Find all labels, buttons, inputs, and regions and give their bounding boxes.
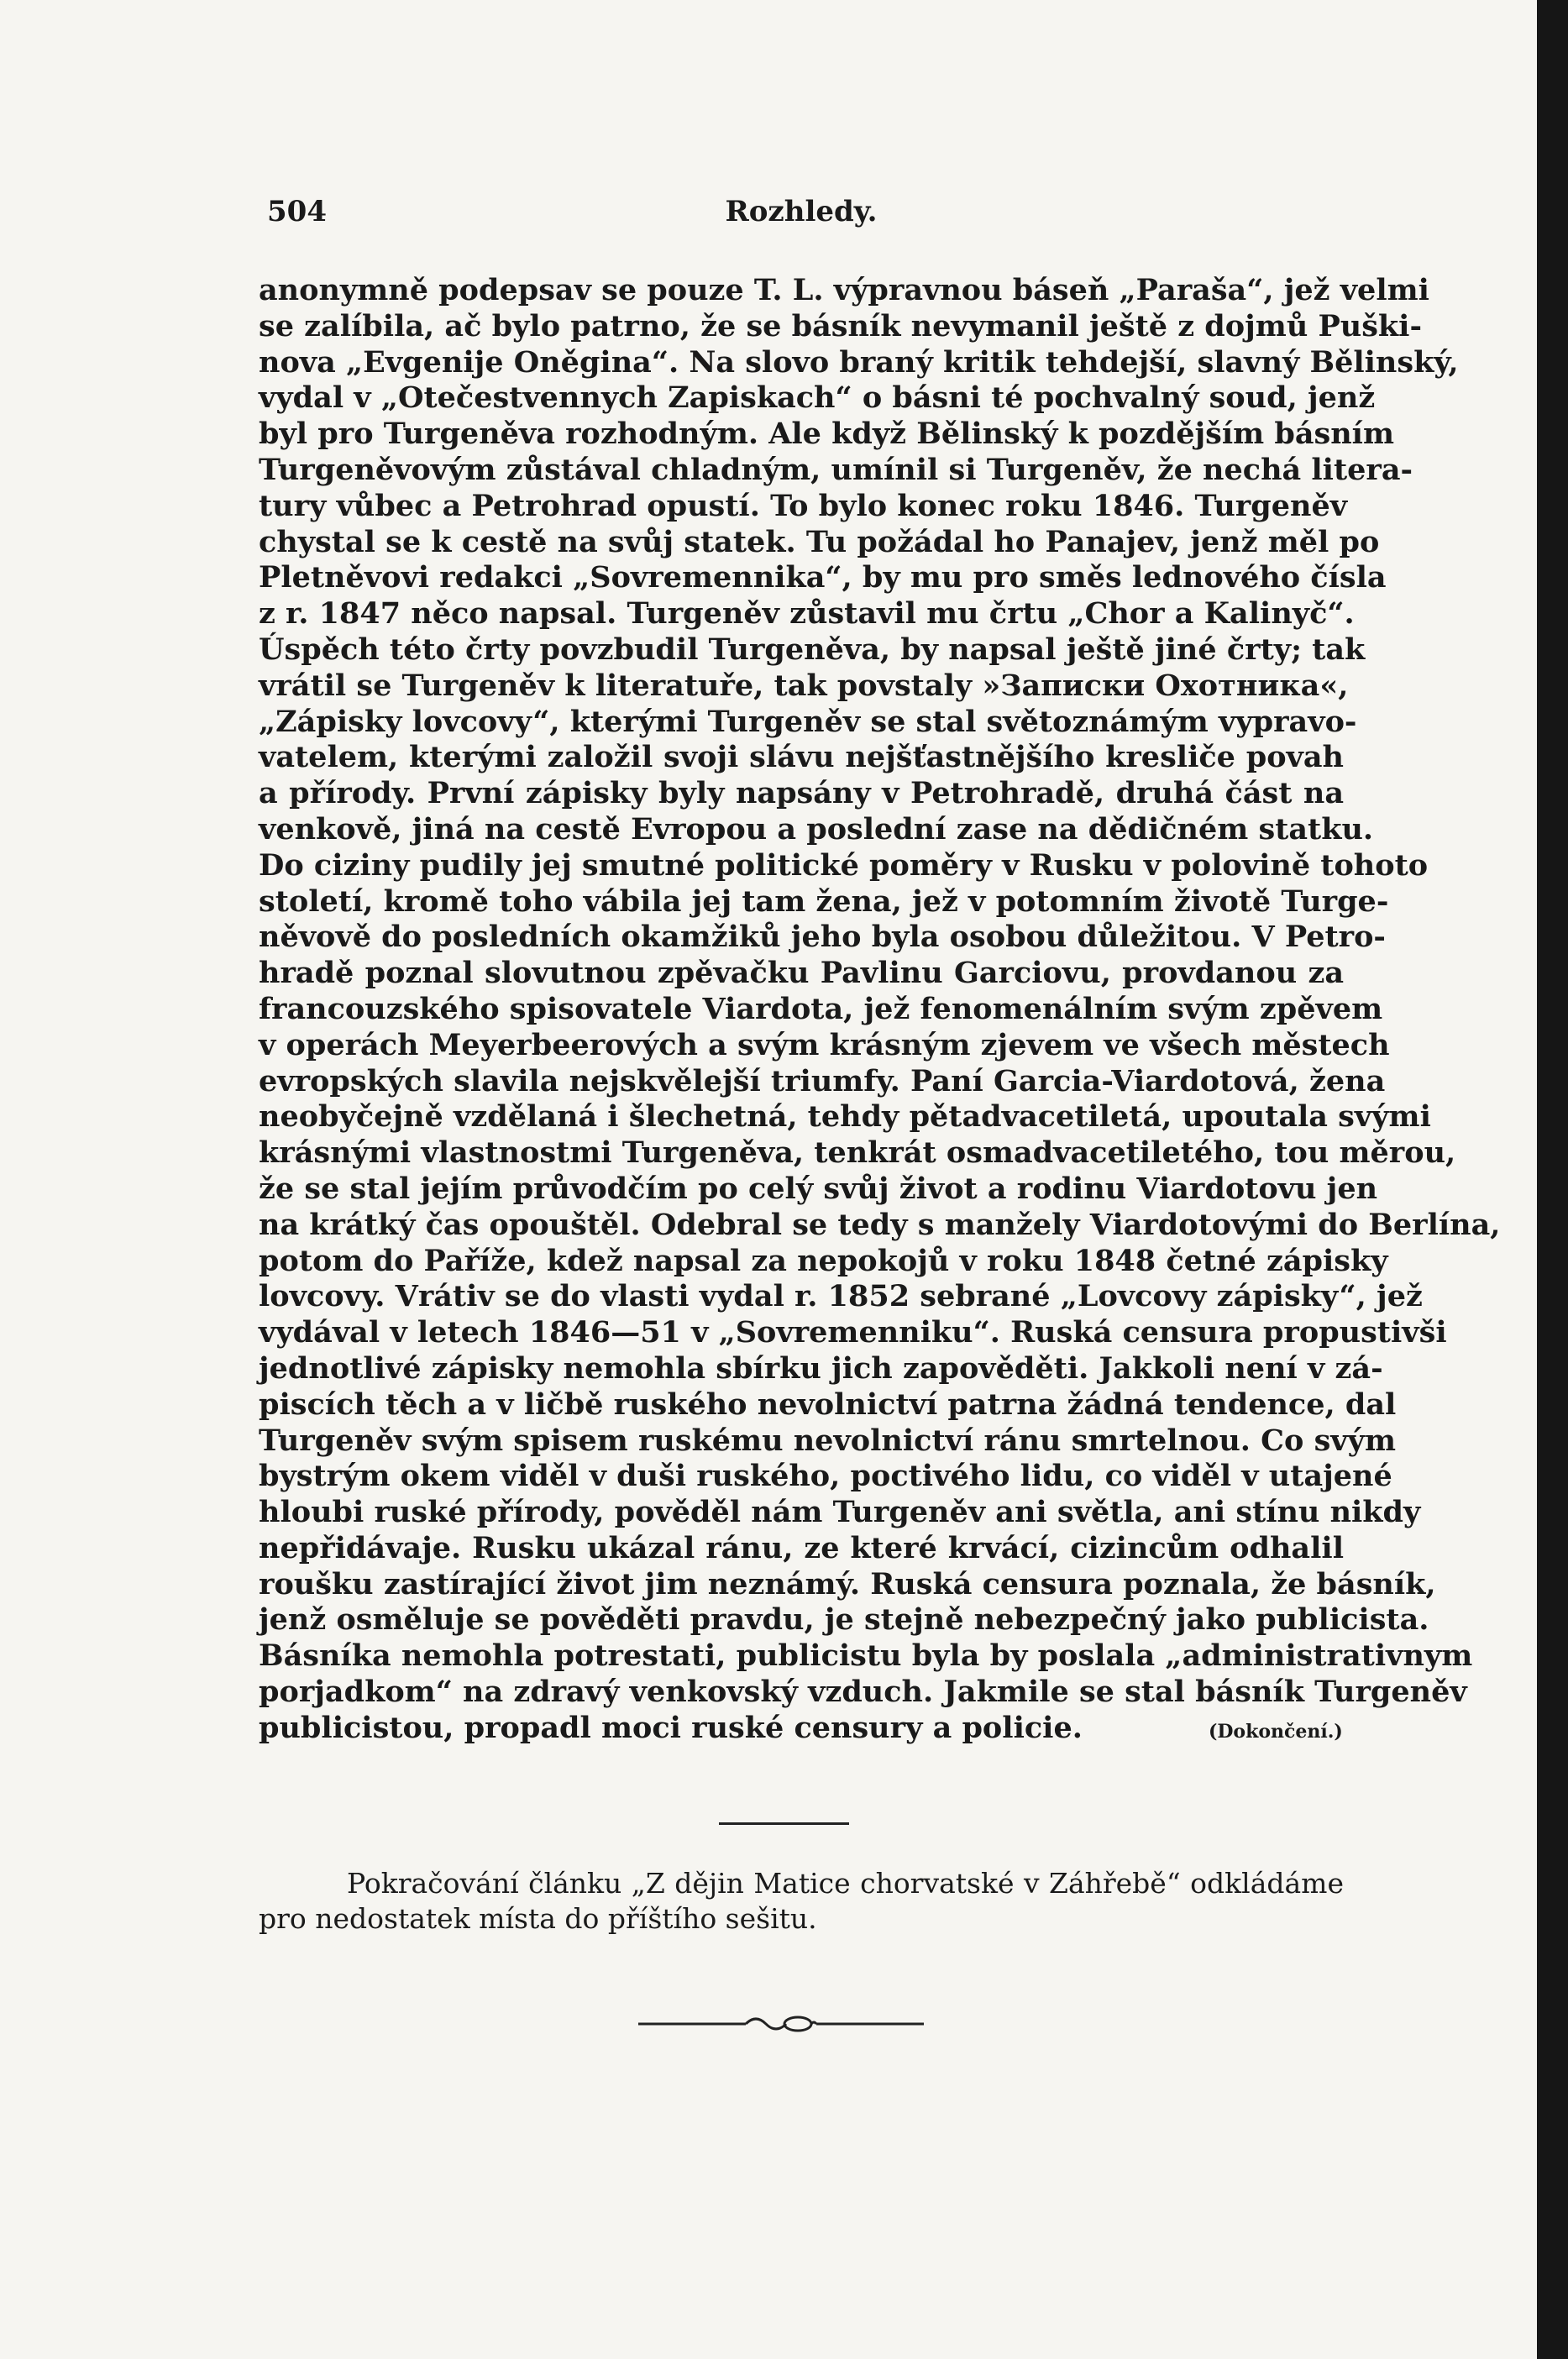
- text-line: hradě poznal slovutnou zpěvačku Pavlinu Garciovu, provdanou za: [259, 956, 1344, 991]
- text-line: tury vůbec a Petrohrad opustí. To bylo konec roku 1846. Turgeněv: [259, 488, 1348, 523]
- text-line: vrátil se Turgeněv k literatuře, tak povstaly »Записки Охотника«,: [259, 668, 1349, 703]
- running-head: [267, 195, 1335, 237]
- section-title: Rozhledy.: [725, 195, 878, 228]
- text-line-last: [259, 1711, 1344, 1750]
- text-line: hloubi ruské přírody, pověděl nám Turgeněv ani světla, ani stínu nikdy: [259, 1495, 1421, 1530]
- text-line: Turgeněvovým zůstával chladným, umínil si Turgeněv, že nechá litera-: [259, 452, 1413, 487]
- text-line: byl pro Turgeněva rozhodným. Ale když Bělinský k pozdějším básním: [259, 417, 1394, 452]
- text-line: lovcovy. Vrátiv se do vlasti vydal r. 1852 sebrané „Lovcovy zápisky“, jež: [259, 1279, 1423, 1314]
- note-line: Pokračování článku „Z dějin Matice chorvatské v Záhřebě“ odkládáme: [347, 1867, 1344, 1900]
- text-line: nepřidávaje. Rusku ukázal ránu, ze které krvácí, cizincům odhalil: [259, 1530, 1344, 1565]
- scan-border: [1537, 0, 1568, 2359]
- text-line: a přírody. První zápisky byly napsány v Petrohradě, druhá část na: [259, 776, 1344, 811]
- text-line: vatelem, kterými založil svoji slávu nejšťastnějšího kresliče povah: [259, 740, 1344, 775]
- text-line: potom do Paříže, kdež napsal za nepokojů v roku 1848 četné zápisky: [259, 1243, 1388, 1278]
- text-line: roušku zastírající život jim neznámý. Ruská censura poznala, že básník,: [259, 1566, 1436, 1601]
- text-line: vydal v „Otečestvennych Zapiskach“ o básni té pochvalný soud, jenž: [259, 380, 1376, 416]
- text-line: vydával v letech 1846—51 v „Sovremenniku“. Ruská censura propustivši: [259, 1315, 1447, 1350]
- text-line: z r. 1847 něco napsal. Turgeněv zůstavil mu črtu „Chor a Kalinyč“.: [259, 596, 1355, 632]
- article-body: [259, 273, 1501, 1750]
- editorial-note: [259, 1866, 1344, 1937]
- text-line: v operách Meyerbeerových a svým krásným zjevem ve všech městech: [259, 1027, 1390, 1062]
- text-line: nova „Evgenije Oněgina“. Na slovo braný kritik tehdejší, slavný Bělinský,: [259, 344, 1459, 380]
- text-line: evropských slavila nejskvělejší triumfy. Paní Garcia-Viardotová, žena: [259, 1063, 1386, 1098]
- text-line: Básníka nemohla potrestati, publicistu byla by poslala „administrativnym: [259, 1638, 1473, 1674]
- text-line: porjadkom“ na zdravý venkovský vzduch. Jakmile se stal básník Turgeněv: [259, 1675, 1467, 1710]
- text-line: na krátký čas opouštěl. Odebral se tedy s manžely Viardotovými do Berlína,: [259, 1207, 1501, 1242]
- text-line: neobyčejně vzdělaná i šlechetná, tehdy pětadvacetiletá, upoutala svými: [259, 1099, 1431, 1135]
- text-line: Úspěch této črty povzbudil Turgeněva, by napsal ještě jiné črty; tak: [259, 632, 1366, 667]
- text-line: století, kromě toho vábila jej tam žena, jež v potomním životě Turge-: [259, 883, 1389, 919]
- text-line: něvově do posledních okamžiků jeho byla osobou důležitou. V Petro-: [259, 920, 1386, 955]
- text-line: Pletněvovi redakci „Sovremennika“, by mu pro směs lednového čísla: [259, 560, 1387, 595]
- text-line: že se stal jejím průvodčím po celý svůj život a rodinu Viardotovu jen: [259, 1171, 1378, 1206]
- page-number: 504: [267, 195, 327, 228]
- text-line: jednotlivé zápisky nemohla sbírku jich zapověděti. Jakkoli není v zá-: [259, 1350, 1383, 1386]
- text-line: chystal se k cestě na svůj statek. Tu požádal ho Panajev, jenž měl po: [259, 524, 1380, 559]
- text-line: publicistou, propadl moci ruské censury a policie.: [259, 1710, 1083, 1745]
- text-line: francouzského spisovatele Viardota, jež fenomenálním svým zpěvem: [259, 991, 1383, 1026]
- note-line: pro nedostatek místa do příštího sešitu.: [259, 1902, 817, 1935]
- text-line: bystrým okem viděl v duši ruského, poctivého lidu, co viděl v utajené: [259, 1459, 1392, 1494]
- text-line: Turgeněv svým spisem ruskému nevolnictví ránu smrtelnou. Co svým: [259, 1423, 1396, 1458]
- section-divider: [719, 1822, 849, 1825]
- closing-mark: (Dokončení.): [1208, 1720, 1343, 1743]
- text-line: venkově, jiná na cestě Evropou a poslední zase na dědičném statku.: [259, 811, 1374, 847]
- text-line: Do ciziny pudily jej smutné politické poměry v Rusku v polovině tohoto: [259, 847, 1429, 883]
- text-line: se zalíbila, ač bylo patrno, že se básník nevymanil ještě z dojmů Puški-: [259, 308, 1422, 343]
- text-line: jenž osměluje se pověděti pravdu, je stejně nebezpečný jako publicista.: [259, 1602, 1429, 1638]
- text-line: piscích těch a v ličbě ruského nevolnictví patrna žádná tendence, dal: [259, 1387, 1397, 1422]
- ornament-divider-icon: [638, 2007, 924, 2041]
- text-line: „Zápisky lovcovy“, kterými Turgeněv se stal světoznámým vypravo-: [259, 704, 1357, 739]
- text-line: anonymně podepsav se pouze T. L. výpravnou báseň „Paraša“, jež velmi: [259, 273, 1429, 307]
- text-line: krásnými vlastnostmi Turgeněva, tenkrát osmadvacetiletého, tou měrou,: [259, 1135, 1456, 1171]
